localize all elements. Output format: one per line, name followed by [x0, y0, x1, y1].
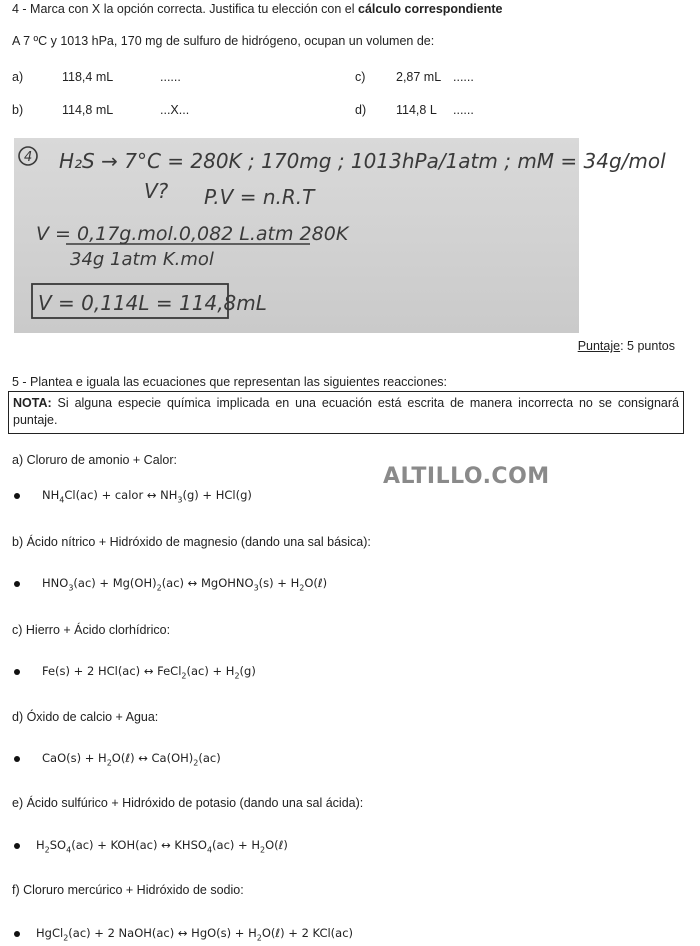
option-a-value: 118,4 mL — [62, 70, 114, 84]
handwriting-line-2a: V? — [144, 179, 169, 203]
equation-c: Fe(s) + 2 HCl(ac) ↔ FeCl$_2$(ac) + $H_2(g)$ — [42, 664, 256, 681]
score-label: Puntaje — [577, 339, 621, 353]
handwritten-calculation-photo — [14, 138, 666, 333]
equation-d: $CaO(s) + H_2O(\ell)$ ↔ $Ca(OH)_2(ac)$ — [42, 751, 221, 768]
equation-b: $HNO_3(ac) + Mg(OH)_2(ac)$ ↔ MgOHNO$_3$(s) + $H_2O(\ell)$ — [42, 576, 328, 593]
option-d-mark: ...... — [453, 103, 474, 117]
bullet-c — [14, 669, 20, 675]
handwriting-line-2b: P.V = n.R.T — [204, 185, 315, 209]
question-5-title: 5 - Plantea e iguala las ecuaciones que representan las siguientes reacciones: — [12, 375, 447, 389]
reaction-e-label: e) Ácido sulfúrico + Hidróxido de potasio (dando una sal ácida): — [12, 796, 364, 810]
reaction-a-label: a) Cloruro de amonio + Calor: — [12, 453, 178, 467]
reaction-c-label: c) Hierro + Ácido clorhídrico: — [12, 623, 171, 637]
score-value: : 5 puntos — [620, 339, 675, 353]
reaction-b-label: b) Ácido nítrico + Hidróxido de magnesio (dando una sal básica): — [12, 535, 371, 549]
bullet-d — [14, 756, 20, 762]
handwriting-line-1: H₂S → 7°C = 280K ; 170mg ; 1013hPa/1atm ; mM = 34g/mol — [59, 149, 666, 173]
question-4-title-bold: cálculo correspondiente — [358, 2, 503, 16]
bullet-b — [14, 581, 20, 587]
bullet-a — [14, 493, 20, 499]
handwriting-svg — [14, 138, 666, 333]
score-line — [578, 339, 675, 353]
note-box — [8, 391, 684, 434]
option-b-value: 114,8 mL — [62, 103, 114, 117]
option-d-value: 114,8 L — [396, 103, 437, 117]
option-c-letter: c) — [355, 70, 366, 84]
reaction-f-label: f) Cloruro mercúrico + Hidróxido de sodio: — [12, 883, 244, 897]
equation-f: HgCl$_2$(ac) + 2 NaOH(ac) ↔ $HgO(s) + H_2O(\ell) + 2$ KCl(ac) — [36, 926, 354, 943]
question-4-title — [12, 2, 502, 16]
equation-a: $NH_4Cl(ac)$ + calor ↔ $NH_3(g) + HCl(g)$ — [42, 488, 252, 505]
question-4-intro: A 7 ºC y 1013 hPa, 170 mg de sulfuro de hidrógeno, ocupan un volumen de: — [12, 34, 435, 48]
option-b-letter: b) — [12, 103, 24, 117]
option-a-mark: ...... — [160, 70, 181, 84]
note-label: NOTA: — [13, 396, 52, 410]
equation-e: $H_2SO_4(ac) + KOH(ac)$ ↔ $KHSO_4(ac)$ + $H_2O(\ell)$ — [36, 838, 288, 855]
bullet-f — [14, 931, 20, 937]
handwriting-line-3b: 34g 1atm K.mol — [70, 249, 214, 270]
bullet-e — [14, 843, 20, 849]
option-c-mark: ...... — [453, 70, 474, 84]
option-b-mark: ...X... — [160, 103, 190, 117]
handwriting-line-4: V = 0,114L = 114,8mL — [38, 291, 267, 315]
handwriting-line-3a: V = 0,17g.mol.0,082 L.atm 280K — [36, 223, 349, 245]
option-d-letter: d) — [355, 103, 367, 117]
watermark: ALTILLO.COM — [383, 464, 550, 489]
circled-number-text: 4 — [24, 150, 33, 165]
option-a-letter: a) — [12, 70, 24, 84]
note-text: Si alguna especie química implicada en una ecuación está escrita de manera incorrecta no se consignará puntaje. — [13, 396, 679, 427]
reaction-d-label: d) Óxido de calcio + Agua: — [12, 710, 159, 724]
option-c-value: 2,87 mL — [396, 70, 442, 84]
question-4-title-text: 4 - Marca con X la opción correcta. Justifica tu elección con el — [12, 2, 358, 16]
